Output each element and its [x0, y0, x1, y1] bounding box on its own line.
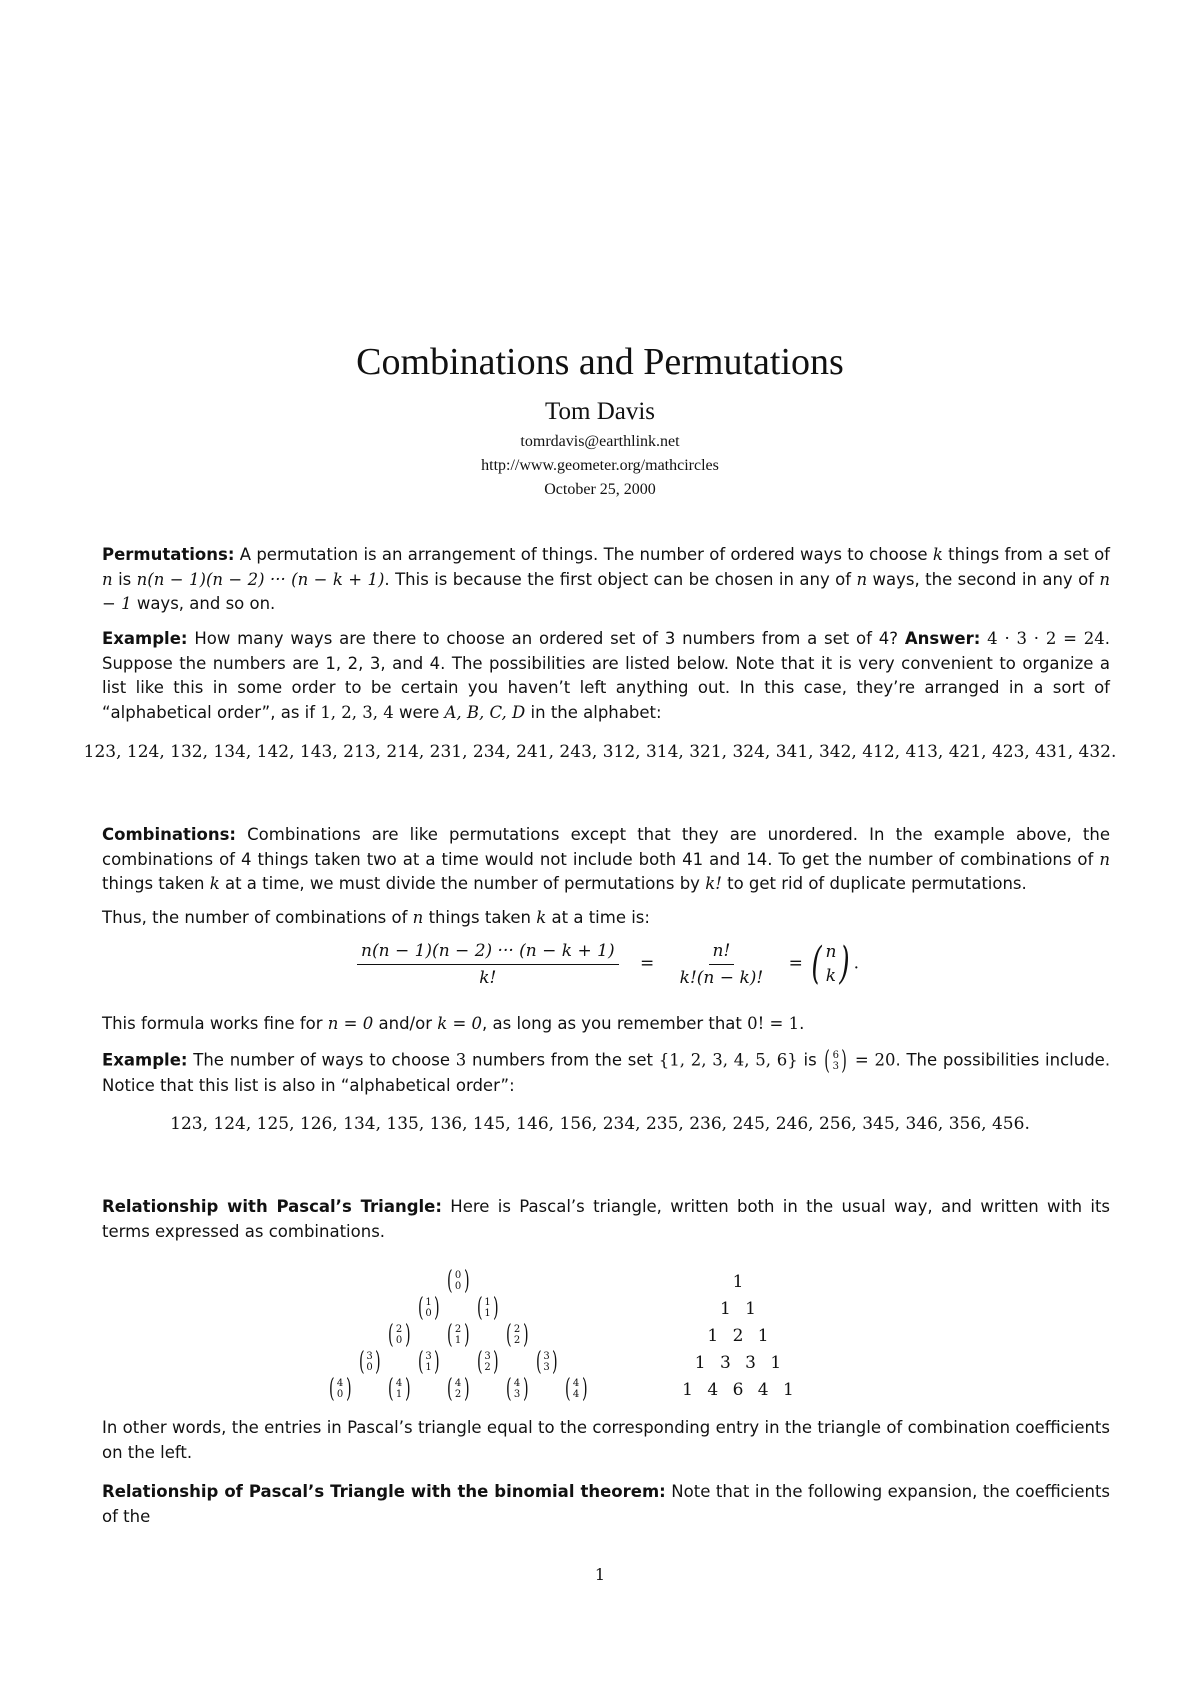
- pascal-binomial-entry: ( 3 3 ): [535, 1347, 558, 1377]
- binomial-paragraph: Relationship of Pascal’s Triangle with the binomial theorem: Note that in the following expansion, the coefficients of the: [102, 1482, 1111, 1526]
- pascal-number-entry: 1: [694, 1353, 706, 1373]
- pascal-binomial-entry: ( 4 4 ): [564, 1374, 588, 1404]
- pascal-binomial-entry: ( 1 1 ): [476, 1293, 499, 1323]
- author-name: Tom Davis: [544, 398, 656, 425]
- pascal-binomial-entry: ( 4 0 ): [328, 1374, 352, 1404]
- pascal-binomial-entry: ( 2 1 ): [446, 1320, 470, 1350]
- section-heading: Example:: [102, 1050, 188, 1070]
- paper-date: October 25, 2000: [544, 481, 656, 498]
- fraction-factorial: $\frac{n!}{k!(n - k)!}$: [679, 940, 764, 988]
- pascal-binomial-entry: ( 3 0 ): [358, 1347, 381, 1377]
- pascal-number-entry: 1: [732, 1272, 744, 1292]
- fraction-permutations: $\frac{n(n - 1)(n - 2) \cdot\cdot\cdot (n - k + 1)}{k!}$: [357, 941, 619, 988]
- pascal-binomial-entry: ( 3 2 ): [476, 1347, 499, 1377]
- binomial-coefficient: ( n k ): [811, 938, 851, 989]
- formula-note: This formula works fine for n = 0 and/or k = 0, as long as you remember that 0! = 1.: [102, 1014, 805, 1033]
- section-heading: Relationship with Pascal’s Triangle:: [102, 1197, 442, 1216]
- example-paragraph: Example: The number of ways to choose 3 numbers from the set {1, 2, 3, 4, 5, 6} is ( 6 3 ) = 20. The possibilities include. Notice that this list is also in “alphabetical order”:: [102, 1046, 1111, 1095]
- pascal-number-entry: 2: [732, 1326, 744, 1346]
- pascal-triangle-binomials: [0, 1268, 600, 1418]
- pascal-number-entry: 1: [719, 1299, 731, 1319]
- pascal-number-entry: 1: [707, 1326, 719, 1346]
- pascal-number-entry: 1: [745, 1299, 757, 1319]
- pascal-binomial-entry: ( 3 1 ): [417, 1347, 440, 1377]
- pascal-binomial-entry: ( 4 3 ): [505, 1374, 529, 1404]
- author-url: http://www.geometer.org/mathcircles: [481, 457, 719, 474]
- paper-title: Combinations and Permutations: [356, 341, 844, 383]
- combinations-paragraph: Combinations: Combinations are like permutations except that they are unordered. In the example above, the combinations of 4 things taken two at a time would not include both 41 and 14. To get the number of combinations of n things taken k at a time, we must divide the number of permutations by k! to get rid of duplicate permutations.: [102, 825, 1110, 893]
- permutations-paragraph: Permutations: A permutation is an arrangement of things. The number of ordered ways to choose k things from a set of n is n(n − 1)(n − 2) ··· (n − k + 1). This is because the first object can be chosen in any of n ways, the second in any of n − 1 ways, and so on.: [102, 545, 1111, 613]
- combination-list: 123, 124, 125, 126, 134, 135, 136, 145, 146, 156, 234, 235, 236, 245, 246, 256, 345, 346, 356, 456.: [170, 1114, 1030, 1134]
- page-number: 1: [594, 1565, 606, 1584]
- pascal-binomial-entry: ( 4 2 ): [446, 1374, 470, 1404]
- combinations-intro: Thus, the number of combinations of n things taken k at a time is:: [102, 908, 650, 927]
- pascal-number-entry: 4: [707, 1380, 719, 1400]
- pascal-number-entry: 6: [732, 1380, 744, 1400]
- pascal-number-entry: 3: [719, 1353, 731, 1373]
- pascal-paragraph: Relationship with Pascal’s Triangle: Here is Pascal’s triangle, written both in the usual way, and written with its terms expressed as combinations.: [102, 1197, 1111, 1241]
- pascal-conclusion: In other words, the entries in Pascal’s triangle equal to the corresponding entry in the triangle of combination coefficients on the left.: [102, 1418, 1110, 1462]
- pascal-binomial-entry: ( 2 2 ): [505, 1320, 529, 1350]
- section-heading: Combinations:: [102, 825, 237, 844]
- section-heading: Permutations:: [102, 545, 235, 564]
- example-paragraph: Example: How many ways are there to choose an ordered set of 3 numbers from a set of 4? Answer: 4 · 3 · 2 = 24. Suppose the numbers are 1, 2, 3, and 4. The possibilities are listed below. Note that it is very convenient to organize a list like this in some order to be certain you haven’t left anything out. In this case, they’re arranged in a sort of “alphabetical order”, as if 1, 2, 3, 4 were A, B, C, D in the alphabet:: [102, 629, 1111, 722]
- section-heading: Relationship of Pascal’s Triangle with the binomial theorem:: [102, 1482, 666, 1501]
- section-heading: Example:: [102, 629, 188, 648]
- pascal-number-entry: 4: [757, 1380, 769, 1400]
- pascal-binomial-entry: ( 2 0 ): [387, 1320, 411, 1350]
- pascal-binomial-entry: ( 4 1 ): [387, 1374, 411, 1404]
- author-email: tomrdavis@earthlink.net: [520, 433, 680, 450]
- pascal-number-entry: 3: [745, 1353, 757, 1373]
- binomial-coefficient: ( 6 3 ): [824, 1046, 847, 1076]
- pascal-number-entry: 1: [782, 1380, 794, 1400]
- pascal-number-entry: 1: [770, 1353, 782, 1373]
- permutation-list: 123, 124, 132, 134, 142, 143, 213, 214, 231, 234, 241, 243, 312, 314, 321, 324, 341, 342, 412, 413, 421, 423, 431, 432.: [83, 742, 1117, 762]
- pascal-number-entry: 1: [682, 1380, 694, 1400]
- pascal-triangle-numbers: [600, 1268, 1200, 1418]
- pascal-binomial-entry: ( 0 0 ): [446, 1266, 470, 1296]
- combination-formula: $\frac{n(n - 1)(n - 2) \cdot\cdot\cdot (n - k + 1)}{k!}$ = $\frac{n!}{k!(n - k)!}$ = ( n k ) .: [0, 940, 1200, 988]
- pascal-number-entry: 1: [757, 1326, 769, 1346]
- pascal-binomial-entry: ( 1 0 ): [417, 1293, 440, 1323]
